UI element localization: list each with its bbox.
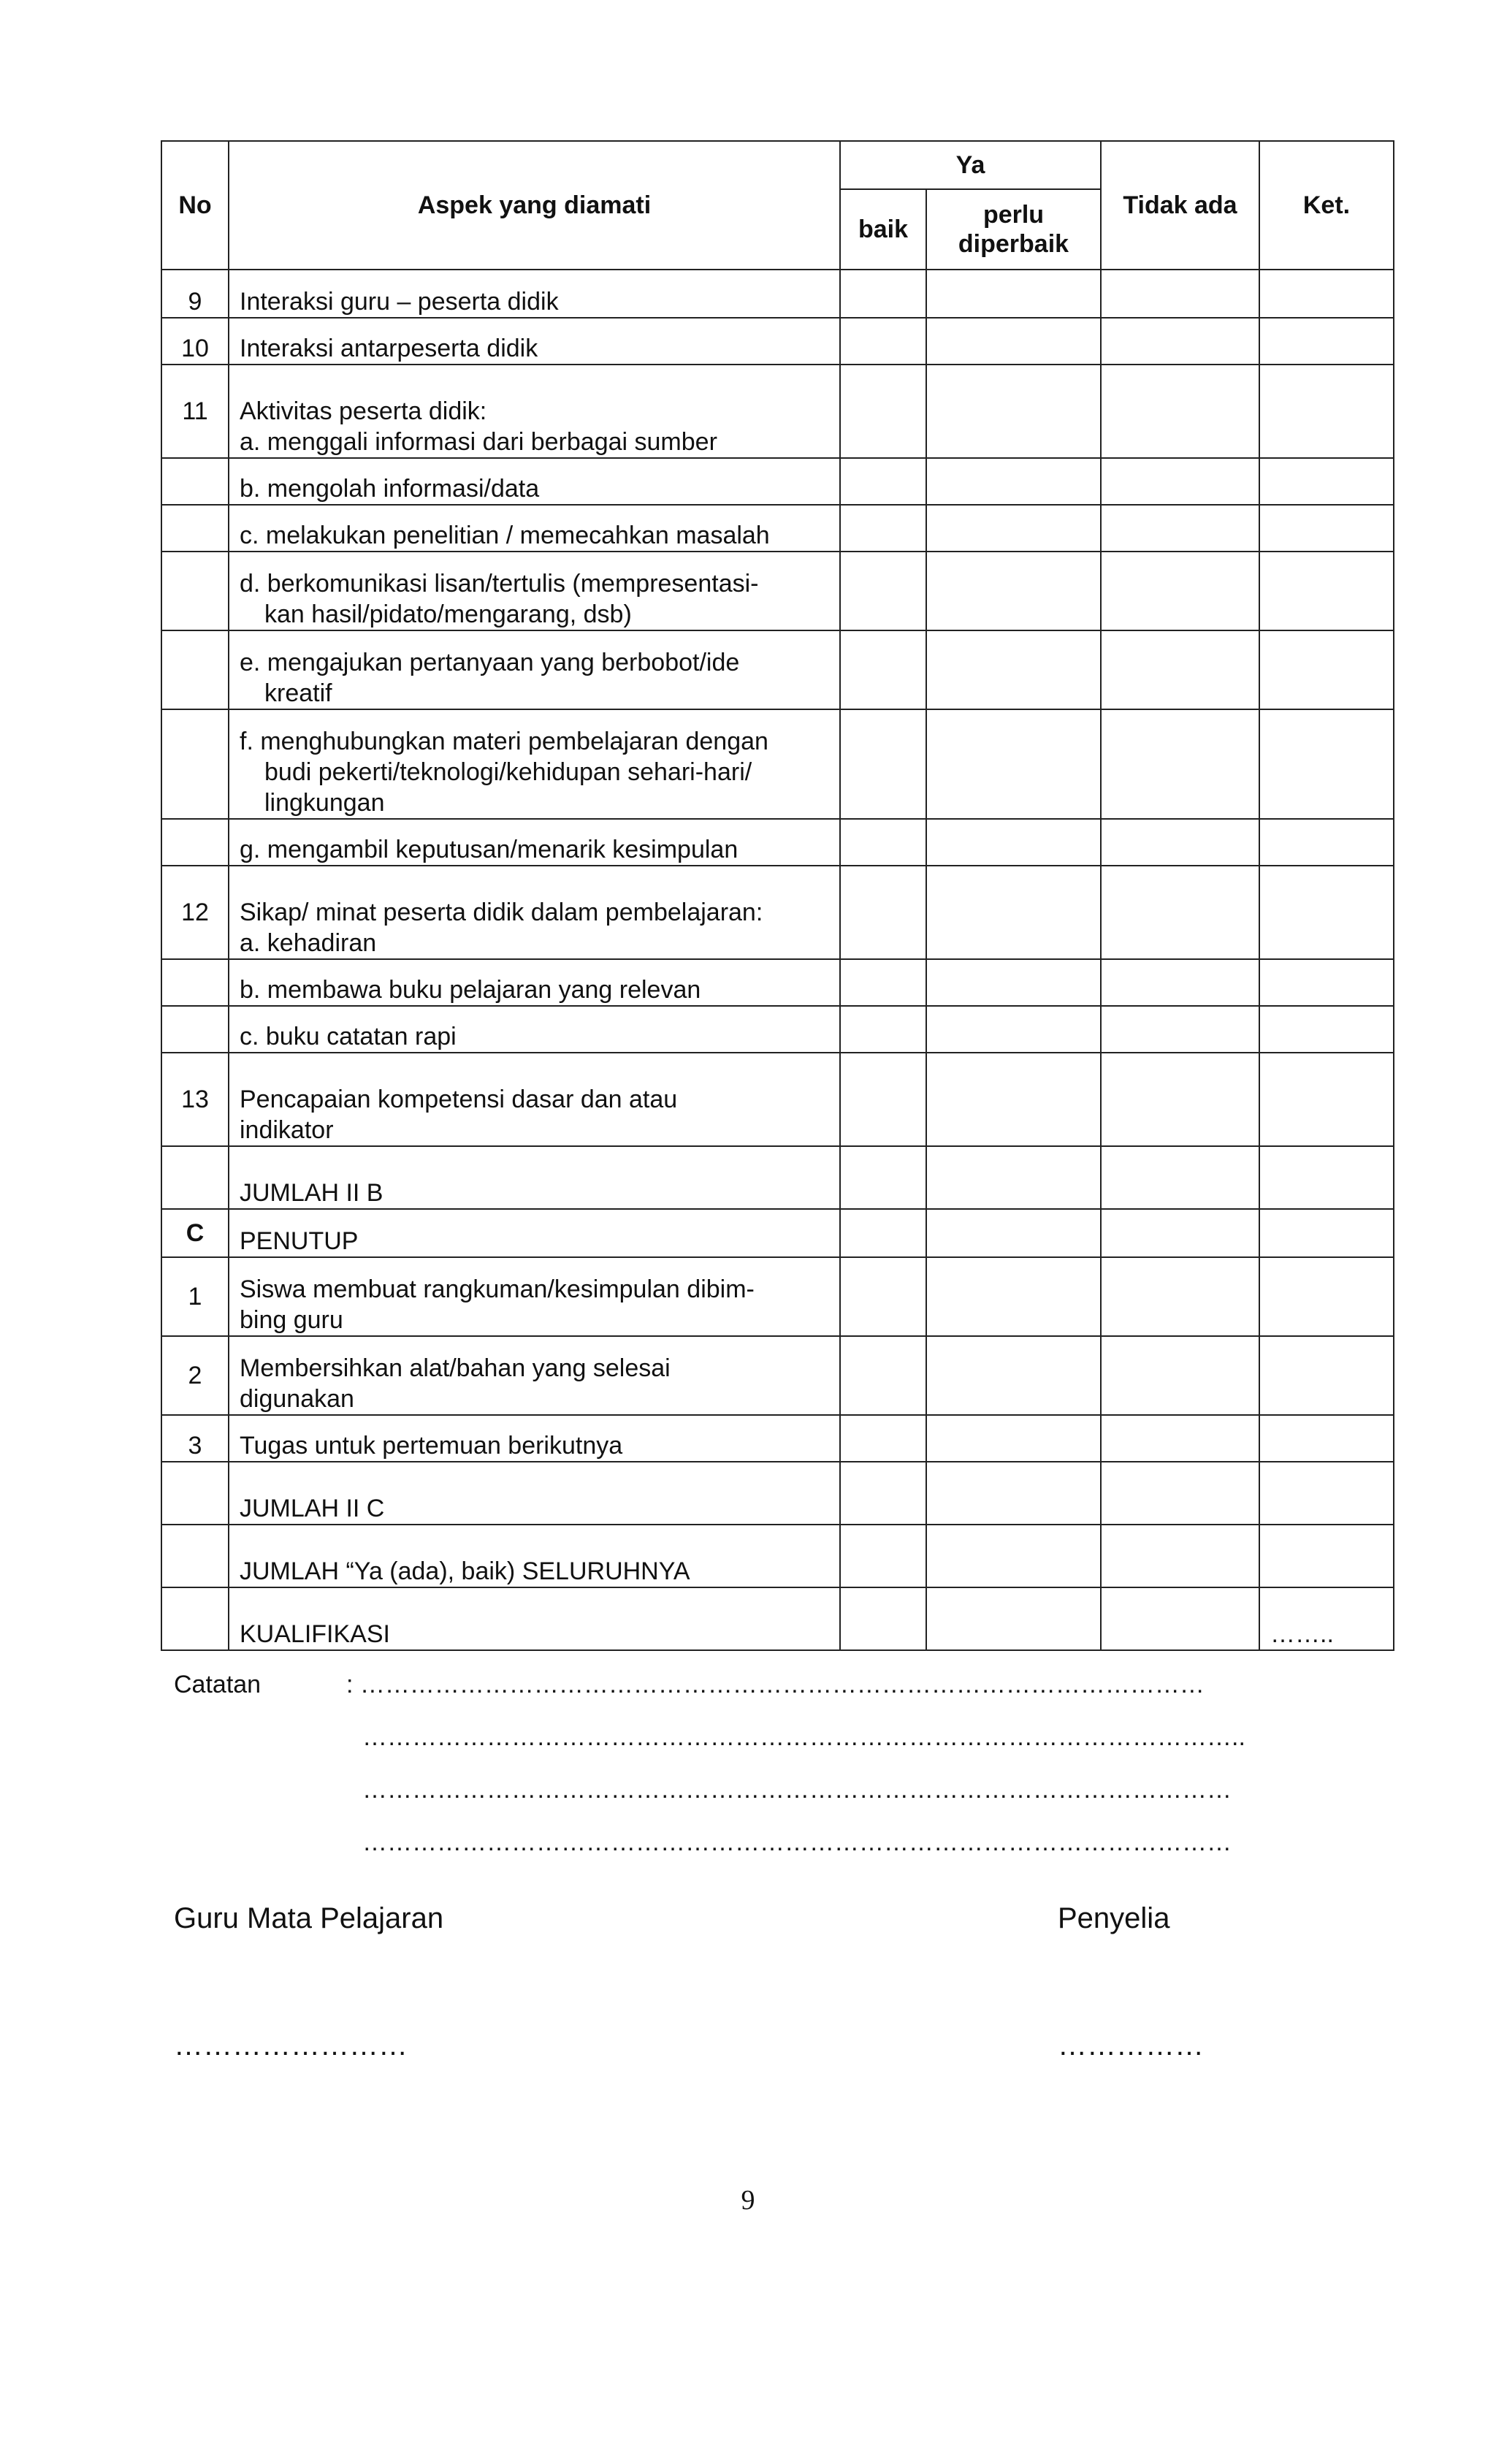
aspek-line: KUALIFIKASI (240, 1620, 390, 1648)
check-perlu-cell[interactable] (926, 1006, 1101, 1053)
keterangan-cell[interactable] (1259, 270, 1394, 318)
row-aspek (229, 365, 840, 458)
check-baik-cell[interactable] (840, 1525, 926, 1587)
row-number: C (161, 1209, 229, 1257)
check-baik-cell[interactable] (840, 1006, 926, 1053)
aspek-line: g. mengambil keputusan/menarik kesimpulan (240, 836, 739, 863)
keterangan-cell[interactable] (1259, 1462, 1394, 1525)
header-perlu-diperbaik: perlu diperbaik (926, 189, 1101, 270)
aspek-line: b. membawa buku pelajaran yang relevan (240, 976, 701, 1004)
table-row (161, 1257, 1394, 1336)
table-header (161, 141, 1394, 270)
header-no: No (161, 141, 229, 270)
row-aspek (229, 318, 840, 365)
catatan-line: …………………………………………………………………………………………… (362, 1828, 1232, 1856)
table-row (161, 1462, 1394, 1525)
aspek-line: Siswa membuat rangkuman/kesimpulan dibim- (240, 1275, 755, 1303)
check-perlu-cell[interactable] (926, 1257, 1101, 1336)
check-tidak-ada-cell[interactable] (1101, 1053, 1259, 1146)
aspek-line: indikator (240, 1116, 334, 1144)
aspek-line: kreatif (264, 679, 332, 707)
row-number: 11 (161, 365, 229, 458)
table-row (161, 1587, 1394, 1650)
aspek-line: budi pekerti/teknologi/kehidupan sehari-hari/ (264, 758, 752, 786)
aspek-line: Membersihkan alat/bahan yang selesai (240, 1354, 671, 1382)
check-baik-cell[interactable] (840, 458, 926, 505)
row-number: 10 (161, 318, 229, 365)
row-aspek (229, 1462, 840, 1525)
keterangan-cell[interactable] (1259, 1006, 1394, 1053)
catatan-line: …………………………………………………………………………………………….. (362, 1723, 1245, 1751)
keterangan-cell[interactable] (1259, 1209, 1394, 1257)
table-row (161, 1146, 1394, 1209)
row-aspek (229, 819, 840, 866)
row-number (161, 1587, 229, 1650)
observation-table (161, 140, 1394, 1651)
keterangan-cell[interactable] (1259, 552, 1394, 630)
check-tidak-ada-cell[interactable] (1101, 365, 1259, 458)
table-row (161, 1006, 1394, 1053)
catatan-line: …………………………………………………………………………………………… (362, 1776, 1232, 1804)
check-baik-cell[interactable] (840, 959, 926, 1006)
row-aspek (229, 1336, 840, 1415)
table-row (161, 866, 1394, 959)
check-perlu-cell[interactable] (926, 1587, 1101, 1650)
aspek-line: Interaksi antarpeserta didik (240, 335, 538, 362)
check-baik-cell[interactable] (840, 318, 926, 365)
aspek-line: d. berkomunikasi lisan/tertulis (mempresentasi- (240, 570, 759, 598)
table-row (161, 1525, 1394, 1587)
check-perlu-cell[interactable] (926, 365, 1101, 458)
header-baik: baik (840, 189, 926, 270)
row-aspek (229, 866, 840, 959)
catatan-line: : ………………………………………………………………………………………… (346, 1671, 1205, 1698)
check-perlu-cell[interactable] (926, 709, 1101, 819)
table-row (161, 458, 1394, 505)
signature-right-line: …………… (1058, 2029, 1204, 2061)
row-aspek (229, 1415, 840, 1462)
keterangan-cell[interactable] (1259, 959, 1394, 1006)
check-tidak-ada-cell[interactable] (1101, 709, 1259, 819)
row-aspek (229, 1146, 840, 1209)
aspek-line: a. kehadiran (240, 929, 377, 957)
table-row (161, 270, 1394, 318)
row-number: 1 (161, 1257, 229, 1336)
row-aspek (229, 1525, 840, 1587)
check-baik-cell[interactable] (840, 1336, 926, 1415)
aspek-line: JUMLAH “Ya (ada), baik) SELURUHNYA (240, 1557, 690, 1585)
check-tidak-ada-cell[interactable] (1101, 959, 1259, 1006)
check-baik-cell[interactable] (840, 866, 926, 959)
table-row (161, 959, 1394, 1006)
check-perlu-cell[interactable] (926, 819, 1101, 866)
catatan-section (174, 1658, 1245, 1869)
check-tidak-ada-cell[interactable] (1101, 1415, 1259, 1462)
check-tidak-ada-cell[interactable] (1101, 505, 1259, 552)
row-number (161, 1006, 229, 1053)
aspek-line: e. mengajukan pertanyaan yang berbobot/ide (240, 649, 740, 676)
header-tidak-ada: Tidak ada (1101, 141, 1259, 270)
check-perlu-cell[interactable] (926, 1462, 1101, 1525)
check-baik-cell[interactable] (840, 365, 926, 458)
row-number: 3 (161, 1415, 229, 1462)
keterangan-cell[interactable] (1259, 1525, 1394, 1587)
page-number: 9 (741, 2185, 755, 2216)
table-row (161, 318, 1394, 365)
aspek-line: kan hasil/pidato/mengarang, dsb) (264, 600, 632, 628)
check-tidak-ada-cell[interactable] (1101, 630, 1259, 709)
check-baik-cell[interactable] (840, 819, 926, 866)
check-baik-cell[interactable] (840, 552, 926, 630)
row-aspek (229, 709, 840, 819)
row-number (161, 1525, 229, 1587)
row-aspek (229, 1053, 840, 1146)
row-aspek (229, 1006, 840, 1053)
check-baik-cell[interactable] (840, 1587, 926, 1650)
check-perlu-cell[interactable] (926, 959, 1101, 1006)
row-number (161, 505, 229, 552)
table-row (161, 1415, 1394, 1462)
check-tidak-ada-cell[interactable] (1101, 270, 1259, 318)
row-number (161, 1146, 229, 1209)
keterangan-cell[interactable] (1259, 1415, 1394, 1462)
check-perlu-cell[interactable] (926, 270, 1101, 318)
keterangan-cell[interactable] (1259, 365, 1394, 458)
table-row (161, 819, 1394, 866)
check-tidak-ada-cell[interactable] (1101, 1146, 1259, 1209)
check-baik-cell[interactable] (840, 1146, 926, 1209)
table-row (161, 1336, 1394, 1415)
keterangan-cell[interactable] (1259, 458, 1394, 505)
signature-right-title: Penyelia (1058, 1902, 1170, 1934)
row-number (161, 1462, 229, 1525)
check-baik-cell[interactable] (840, 1209, 926, 1257)
aspek-line: c. buku catatan rapi (240, 1023, 457, 1050)
check-perlu-cell[interactable] (926, 1415, 1101, 1462)
check-tidak-ada-cell[interactable] (1101, 1257, 1259, 1336)
keterangan-cell[interactable] (1259, 709, 1394, 819)
aspek-line: f. menghubungkan materi pembelajaran dengan (240, 728, 768, 755)
keterangan-cell[interactable] (1259, 1257, 1394, 1336)
row-number (161, 959, 229, 1006)
check-perlu-cell[interactable] (926, 318, 1101, 365)
check-baik-cell[interactable] (840, 709, 926, 819)
aspek-line: Pencapaian kompetensi dasar dan atau (240, 1086, 678, 1113)
check-perlu-cell[interactable] (926, 1336, 1101, 1415)
header-ket: Ket. (1259, 141, 1394, 270)
check-baik-cell[interactable] (840, 1053, 926, 1146)
check-tidak-ada-cell[interactable] (1101, 1336, 1259, 1415)
row-number: 12 (161, 866, 229, 959)
check-baik-cell[interactable] (840, 1257, 926, 1336)
check-tidak-ada-cell[interactable] (1101, 458, 1259, 505)
header-aspek: Aspek yang diamati (229, 141, 840, 270)
keterangan-cell[interactable] (1259, 1146, 1394, 1209)
aspek-line: a. menggali informasi dari berbagai sumber (240, 428, 717, 456)
keterangan-cell[interactable] (1259, 819, 1394, 866)
header-ya: Ya (840, 141, 1101, 189)
catatan-label: Catatan (174, 1671, 262, 1698)
table-row (161, 630, 1394, 709)
check-perlu-cell[interactable] (926, 458, 1101, 505)
aspek-line: JUMLAH II B (240, 1179, 383, 1207)
row-aspek (229, 505, 840, 552)
check-perlu-cell[interactable] (926, 1209, 1101, 1257)
check-baik-cell[interactable] (840, 1415, 926, 1462)
check-baik-cell[interactable] (840, 630, 926, 709)
check-tidak-ada-cell[interactable] (1101, 1462, 1259, 1525)
keterangan-cell[interactable] (1259, 1336, 1394, 1415)
row-aspek (229, 1209, 840, 1257)
aspek-line: bing guru (240, 1306, 343, 1334)
check-tidak-ada-cell[interactable] (1101, 1587, 1259, 1650)
keterangan-cell[interactable] (1259, 505, 1394, 552)
check-baik-cell[interactable] (840, 1462, 926, 1525)
aspek-line: lingkungan (264, 789, 385, 817)
check-perlu-cell[interactable] (926, 1525, 1101, 1587)
aspek-line: Aktivitas peserta didik: (240, 397, 487, 425)
aspek-line: b. mengolah informasi/data (240, 475, 540, 503)
row-number (161, 630, 229, 709)
check-tidak-ada-cell[interactable] (1101, 866, 1259, 959)
check-tidak-ada-cell[interactable] (1101, 819, 1259, 866)
row-number: 13 (161, 1053, 229, 1146)
signature-left-title: Guru Mata Pelajaran (174, 1902, 444, 1934)
table-row (161, 1053, 1394, 1146)
check-tidak-ada-cell[interactable] (1101, 318, 1259, 365)
row-number (161, 709, 229, 819)
check-perlu-cell[interactable] (926, 1146, 1101, 1209)
row-aspek (229, 959, 840, 1006)
check-perlu-cell[interactable] (926, 1053, 1101, 1146)
keterangan-cell[interactable]: …….. (1259, 1587, 1394, 1650)
check-baik-cell[interactable] (840, 270, 926, 318)
check-tidak-ada-cell[interactable] (1101, 1006, 1259, 1053)
table-row (161, 709, 1394, 819)
aspek-line: digunakan (240, 1385, 354, 1413)
aspek-line: Tugas untuk pertemuan berikutnya (240, 1432, 623, 1460)
row-number (161, 458, 229, 505)
aspek-line: JUMLAH II C (240, 1495, 385, 1522)
row-aspek (229, 458, 840, 505)
row-aspek (229, 1257, 840, 1336)
check-perlu-cell[interactable] (926, 552, 1101, 630)
table-row (161, 1209, 1394, 1257)
check-tidak-ada-cell[interactable] (1101, 552, 1259, 630)
keterangan-cell[interactable] (1259, 630, 1394, 709)
aspek-line: PENUTUP (240, 1227, 359, 1255)
table-row (161, 505, 1394, 552)
check-tidak-ada-cell[interactable] (1101, 1209, 1259, 1257)
row-number: 9 (161, 270, 229, 318)
row-aspek (229, 270, 840, 318)
aspek-line: Interaksi guru – peserta didik (240, 288, 559, 316)
table-body (161, 270, 1394, 1650)
check-perlu-cell[interactable] (926, 505, 1101, 552)
keterangan-cell[interactable] (1259, 318, 1394, 365)
row-aspek (229, 1587, 840, 1650)
aspek-line: Sikap/ minat peserta didik dalam pembelajaran: (240, 899, 763, 926)
table-row (161, 365, 1394, 458)
keterangan-cell[interactable] (1259, 1053, 1394, 1146)
row-aspek (229, 630, 840, 709)
table-row (161, 552, 1394, 630)
check-tidak-ada-cell[interactable] (1101, 1525, 1259, 1587)
aspek-line: c. melakukan penelitian / memecahkan masalah (240, 522, 770, 549)
row-number (161, 819, 229, 866)
row-aspek (229, 552, 840, 630)
check-perlu-cell[interactable] (926, 866, 1101, 959)
signature-left-line: …………………… (174, 2029, 408, 2061)
row-number: 2 (161, 1336, 229, 1415)
row-number (161, 552, 229, 630)
check-perlu-cell[interactable] (926, 630, 1101, 709)
keterangan-cell[interactable] (1259, 866, 1394, 959)
check-baik-cell[interactable] (840, 505, 926, 552)
